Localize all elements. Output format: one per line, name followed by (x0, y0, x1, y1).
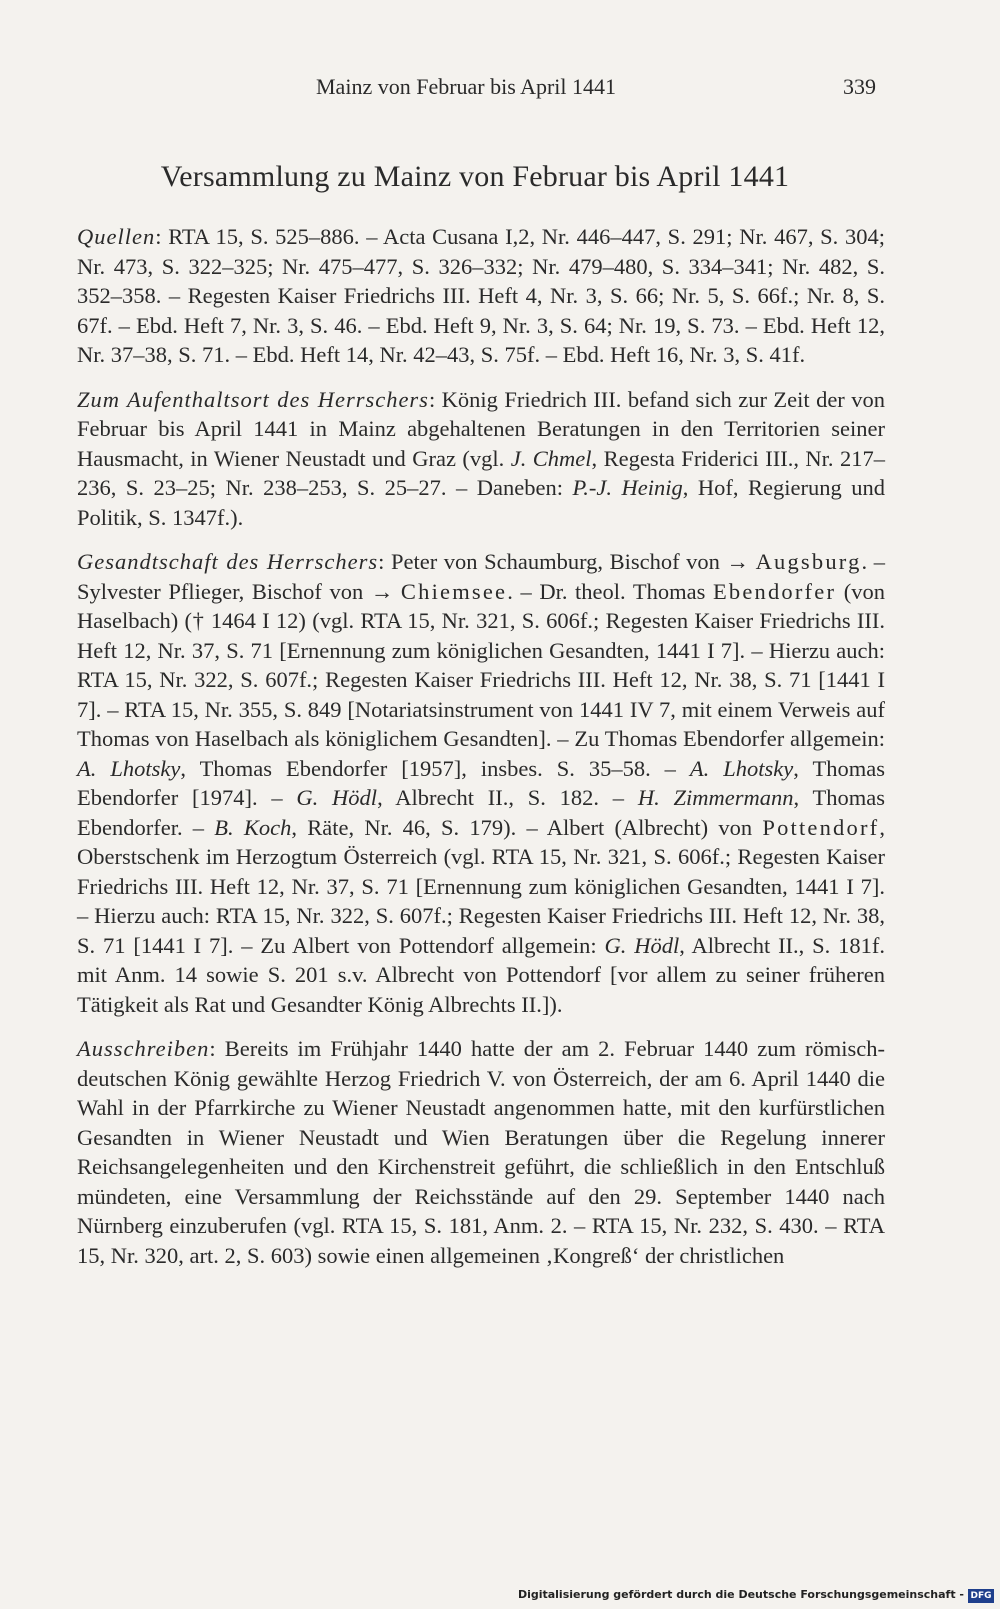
cross-reference[interactable]: Augsburg (755, 549, 862, 574)
aufenthalt-text: , Hof, Regierung und Politik, S. 1347f.). (77, 475, 885, 530)
aufenthalt-paragraph (77, 385, 885, 533)
author-name: P.-J. Heinig (572, 475, 683, 500)
gesandtschaft-text: , Albrecht II., S. 181f. mit Anm. 14 sowie S. 201 s.v. Albrecht von Pottendorf [vor allem zu seiner früheren Tätigkeit als Rat und Gesandter König Albrechts II.]). (77, 932, 886, 1017)
author-name: G. Hödl (296, 785, 378, 810)
author-name: A. Lhotsky (689, 755, 794, 781)
quellen-paragraph (77, 222, 885, 370)
chapter-title: Versammlung zu Mainz von Februar bis April 1441 (160, 160, 790, 193)
person-name: Ebendorfer (712, 578, 837, 604)
author-name: A. Lhotsky (77, 755, 181, 781)
quellen-label: Quellen (77, 224, 156, 249)
gesandtschaft-text: . – Dr. theol. Thomas (507, 578, 713, 604)
digitization-credit: Digitalisierung gefördert durch die Deutsche Forschungsgemeinschaft - (517, 1588, 964, 1601)
aufenthalt-text: , Regesta Friderici III., Nr. 217–236, S. 23–25; Nr. 238–253, S. 25–27. – Daneben: (77, 445, 885, 500)
gesandtschaft-text: , Oberstschenk im Herzogtum Österreich (vgl. RTA 15, Nr. 321, S. 606f.; Regesten Kaiser Friedrichs III. Heft 12, Nr. 37, S. 71 [Ernennung zum königlichen Gesandten, 1441 I 7]. – Hierzu auch: RTA 15, Nr. 322, S. 607f.; Regesten Kaiser Friedrichs III. Heft 12, Nr. 38, S. 71 [1441 I 7]. – Zu Albert von Pottendorf allgemein: (77, 814, 885, 958)
gesandtschaft-text: , Räte, Nr. 46, S. 179). – Albert (Albrecht) von (291, 814, 763, 840)
ausschreiben-text: : Bereits im Frühjahr 1440 hatte der am 2. Februar 1440 zum römisch-deutschen König gewählte Herzog Friedrich V. von Österreich, der am 6. April 1440 die Wahl in der Pfarrkirche zu Wiener Neustadt angenommen hatte, mit den kurfürstlichen Gesandten in Wiener Neustadt und Wien Beratungen über die Regelung innerer Reichsangelegenheiten und den Kirchenstreit geführt, die schließlich in den Entschluß mündeten, eine Versammlung der Reichsstände auf den 29. September 1440 nach Nürnberg einzuberufen (vgl. RTA 15, S. 181, Anm. 2. – RTA 15, Nr. 232, S. 430. – RTA 15, Nr. 320, art. 2, S. 603) sowie einen allgemeinen ‚Kongreß‘ der christlichen (77, 1036, 885, 1268)
gesandtschaft-text: : Peter von Schaumburg, Bischof von → (378, 549, 756, 574)
gesandtschaft-paragraph (77, 547, 885, 1019)
gesandtschaft-text: , Thomas Ebendorfer [1974]. – (77, 755, 885, 810)
author-name: H. Zimmermann (637, 785, 794, 810)
person-name: Pottendorf (762, 814, 880, 840)
aufenthalt-text: : König Friedrich III. befand sich zur Zeit der von Februar bis April 1441 in Mainz abgehaltenen Beratungen in den Territorien seiner Hausmacht, in Wiener Neustadt und Graz (vgl. (77, 386, 885, 471)
dfg-logo: DFG (968, 1589, 994, 1603)
quellen-text: : RTA 15, S. 525–886. – Acta Cusana I,2, Nr. 446–447, S. 291; Nr. 467, S. 304; Nr. 473, S. 322–325; Nr. 475–477, S. 326–332; Nr. 479–480, S. 334–341; Nr. 482, S. 352–358. – Regesten Kaiser Friedrichs III. Heft 4, Nr. 3, S. 66; Nr. 5, S. 66f.; Nr. 8, S. 67f. – Ebd. Heft 7, Nr. 3, S. 46. – Ebd. Heft 9, Nr. 3, S. 64; Nr. 19, S. 73. – Ebd. Heft 12, Nr. 37–38, S. 71. – Ebd. Heft 14, Nr. 42–43, S. 75f. – Ebd. Heft 16, Nr. 3, S. 41f. (77, 224, 885, 367)
body-text (77, 222, 885, 1285)
gesandtschaft-text: , Albrecht II., S. 182. – (377, 785, 638, 810)
author-name: B. Koch (214, 814, 292, 840)
author-name: J. Chmel (510, 445, 592, 471)
gesandtschaft-text: , Thomas Ebendorfer. – (77, 785, 885, 840)
gesandtschaft-text: . – Sylvester Pflieger, Bischof von → (77, 549, 885, 604)
ausschreiben-label: Ausschreiben (77, 1036, 210, 1061)
page-number: 339 (843, 74, 876, 99)
author-name: G. Hödl (604, 932, 680, 958)
gesandtschaft-text: , Thomas Ebendorfer [1957], insbes. S. 35–58. – (180, 755, 690, 781)
cross-reference[interactable]: Chiemsee (400, 578, 508, 604)
ausschreiben-paragraph (77, 1034, 885, 1270)
aufenthalt-label: Zum Aufenthaltsort des Herrschers (77, 386, 429, 412)
gesandtschaft-label: Gesandtschaft des Herrschers (77, 549, 379, 574)
gesandtschaft-text: (von Haselbach) († 1464 I 12) (vgl. RTA 15, Nr. 321, S. 606f.; Regesten Kaiser Friedrichs III. Heft 12, Nr. 37, S. 71 [Ernennung zum königlichen Gesandten, 1441 I 7]. – Hierzu auch: RTA 15, Nr. 322, S. 607f.; Regesten Kaiser Friedrichs III. Heft 12, Nr. 38, S. 71 [1441 I 7]. – RTA 15, Nr. 355, S. 849 [Notariatsinstrument von 1441 IV 7, mit einem Verweis auf Thomas von Haselbach als königlichem Gesandten]. – Zu Thomas Ebendorfer allgemein: (77, 578, 885, 751)
running-head: Mainz von Februar bis April 1441 (316, 74, 617, 99)
